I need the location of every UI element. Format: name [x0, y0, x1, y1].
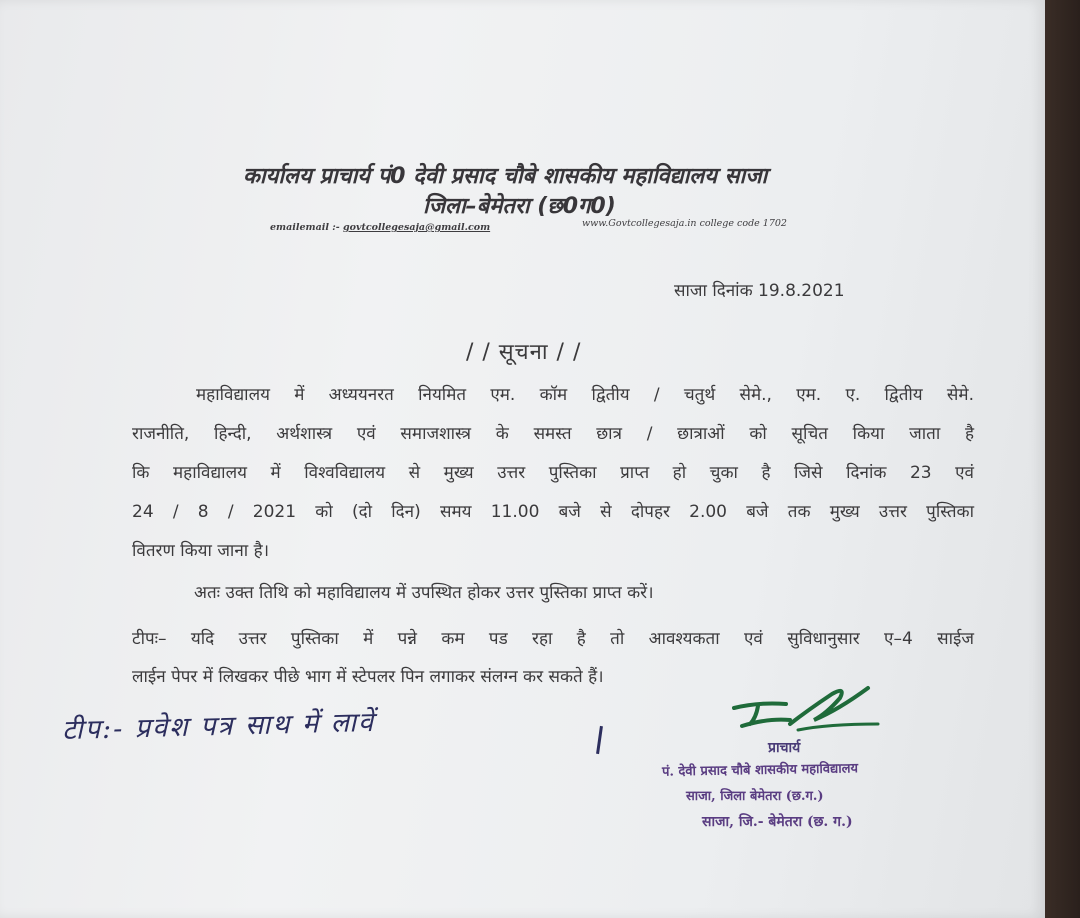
- note-line: लाईन पेपर में लिखकर पीछे भाग में स्टेपलर पिन लगाकर संलग्न कर सकते हैं।: [132, 667, 604, 687]
- note-line: टीपः– यदि उत्तर पुस्तिका में पन्ने कम पड रहा है तो आवश्यकता एवं सुविधानुसार ए–4 साईज: [132, 629, 974, 649]
- instruction-line: अतः उक्त तिथि को महाविद्यालय में उपस्थित होकर उत्तर पुस्तिका प्राप्त करें।: [194, 583, 654, 603]
- email-label: emailemail :-: [270, 222, 344, 233]
- body-line: कि महाविद्यालय में विश्वविद्यालय से मुख्य उत्तर पुस्तिका प्राप्त हो चुका है जिसे दिनांक 23 एवं: [132, 463, 974, 483]
- notice-date: साजा दिनांक 19.8.2021: [674, 281, 845, 301]
- college-stamp-line: साजा, जि.- बेमेतरा (छ. ग.): [702, 814, 853, 830]
- email-line: [270, 222, 490, 233]
- signature-mark: [728, 680, 888, 742]
- body-line: वितरण किया जाना है।: [132, 541, 270, 561]
- designation-stamp: प्राचार्य: [768, 740, 801, 756]
- college-stamp-line: साजा, जिला बेमेतरा (छ.ग.): [686, 789, 824, 804]
- office-heading: कार्यालय प्राचार्य पं0 देवी प्रसाद चौबे शासकीय महाविद्यालय साजा: [243, 164, 768, 189]
- website-line: www.Govtcollegesaja.in college code 1702: [582, 218, 787, 229]
- email-address: govtcollegesaja@gmail.com: [343, 222, 491, 233]
- handwritten-note: टीप:- प्रवेश पत्र साथ में लावें: [61, 706, 376, 747]
- body-line: 24 / 8 / 2021 को (दो दिन) समय 11.00 बजे से दोपहर 2.00 बजे तक मुख्य उत्तर पुस्तिका: [132, 502, 974, 522]
- handwritten-danda: [596, 726, 603, 754]
- college-stamp-line: पं. देवी प्रसाद चौबे शासकीय महाविद्यालय: [661, 761, 859, 780]
- body-line: राजनीति, हिन्दी, अर्थशास्त्र एवं समाजशास्त्र के समस्त छात्र / छात्राओं को सूचित किया जाता है: [132, 424, 974, 444]
- body-line: महाविद्यालय में अध्ययनरत नियमित एम. कॉम द्वितीय / चतुर्थ सेमे., एम. ए. द्वितीय सेमे.: [196, 385, 974, 405]
- district-heading: जिला–बेमेतरा (छ0ग0): [423, 194, 616, 219]
- notice-title: / / सूचना / /: [466, 340, 582, 365]
